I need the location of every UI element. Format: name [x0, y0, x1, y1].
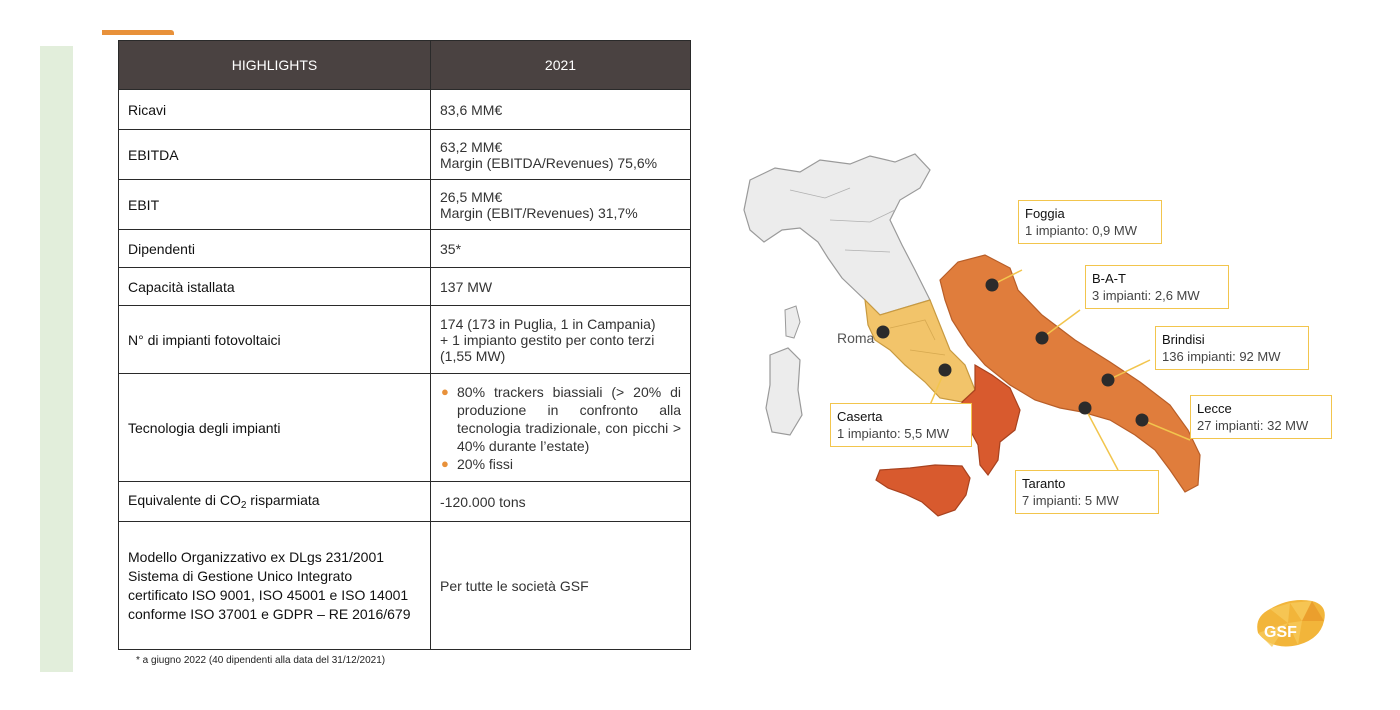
sicily-island: [876, 465, 970, 516]
callout-foggia: [1018, 200, 1162, 244]
row-value: -120.000 tons: [431, 482, 691, 522]
value-line: 174 (173 in Puglia, 1 in Campania): [440, 315, 656, 332]
roma-dot: [877, 326, 890, 339]
value-line: Margin (EBITDA/Revenues) 75,6%: [440, 154, 658, 171]
foggia-dot: [986, 279, 999, 292]
label-part: Equivalente di CO: [128, 492, 241, 508]
highlights-table: [118, 40, 691, 650]
callout-detail: 7 impianti: 5 MW: [1022, 493, 1119, 508]
list-item-text: 20% fissi: [457, 455, 514, 472]
callout-lecce: [1190, 395, 1332, 439]
value-line: 63,2 MM€: [440, 138, 503, 155]
callout-taranto: [1015, 470, 1159, 514]
list-item-text: 80% trackers biassiali (> 20% di produzione in confronto alla tecnologia tradizionale, con picchi > 40% durante l’estate): [457, 383, 681, 454]
value-line: + 1 impianto gestito per conto terzi (1,55 MW): [440, 331, 655, 364]
row-label: Dipendenti: [119, 230, 431, 268]
footnote: * a giugno 2022 (40 dipendenti alla data del 31/12/2021): [136, 655, 386, 666]
callout-detail: 1 impianto: 5,5 MW: [837, 426, 949, 441]
callout-title: B-A-T: [1092, 271, 1126, 286]
side-decoration-bar: [40, 46, 73, 672]
value-line: 26,5 MM€: [440, 188, 503, 205]
lecce-dot: [1136, 414, 1149, 427]
label-part: risparmiata: [246, 492, 320, 508]
caserta-dot: [939, 364, 952, 377]
row-value: [431, 306, 691, 374]
list-item: [440, 455, 681, 473]
row-value: [431, 180, 691, 230]
callout-brindisi: [1155, 326, 1309, 370]
callout-detail: 3 impianti: 2,6 MW: [1092, 288, 1200, 303]
value-line: Margin (EBIT/Revenues) 31,7%: [440, 204, 638, 221]
row-value: [431, 130, 691, 180]
north-italy-region: [744, 154, 930, 315]
row-value: Per tutte le società GSF: [431, 522, 691, 650]
logo-text: GSF: [1264, 624, 1297, 641]
gsf-logo: [1250, 595, 1330, 650]
row-value: 137 MW: [431, 268, 691, 306]
table-row: [119, 482, 691, 522]
row-label: EBIT: [119, 180, 431, 230]
label-subscript: 2: [240, 500, 247, 511]
label-line: Modello Organizzativo ex DLgs 231/2001: [128, 548, 385, 565]
row-label: N° di impianti fotovoltaici: [119, 306, 431, 374]
row-label: [119, 522, 431, 650]
brindisi-dot: [1102, 374, 1115, 387]
roma-label: Roma: [837, 330, 875, 346]
header-highlights: HIGHLIGHTS: [119, 41, 431, 90]
table-row: [119, 306, 691, 374]
callout-detail: 136 impianti: 92 MW: [1162, 349, 1281, 364]
row-label: EBITDA: [119, 130, 431, 180]
callout-title: Foggia: [1025, 206, 1065, 221]
corsica-island: [785, 306, 800, 338]
bullet-icon: ●: [441, 455, 449, 471]
row-label: Ricavi: [119, 90, 431, 130]
taranto-dot: [1079, 402, 1092, 415]
technology-list: [440, 383, 681, 473]
label-line: Sistema di Gestione Unico Integrato: [128, 567, 353, 584]
list-item: [440, 383, 681, 455]
bat-dot: [1036, 332, 1049, 345]
table-row: [119, 130, 691, 180]
table-row: [119, 268, 691, 306]
callout-detail: 1 impianto: 0,9 MW: [1025, 223, 1137, 238]
sardinia-island: [766, 348, 802, 435]
callout-title: Lecce: [1197, 401, 1232, 416]
label-line: certificato ISO 9001, ISO 45001 e ISO 14001: [128, 586, 409, 603]
callout-bat: [1085, 265, 1229, 309]
callout-title: Caserta: [837, 409, 883, 424]
row-label: Capacità istallata: [119, 268, 431, 306]
table-row: [119, 522, 691, 650]
table-row: [119, 180, 691, 230]
row-label: [119, 482, 431, 522]
header-year: 2021: [431, 41, 691, 90]
callout-caserta: [830, 403, 972, 447]
callout-detail: 27 impianti: 32 MW: [1197, 418, 1309, 433]
callout-title: Brindisi: [1162, 332, 1205, 347]
row-value: 83,6 MM€: [431, 90, 691, 130]
table-row: [119, 230, 691, 268]
table-header-row: [119, 41, 691, 90]
accent-line: [102, 30, 174, 35]
table-row: [119, 374, 691, 482]
table-row: [119, 90, 691, 130]
label-line: conforme ISO 37001 e GDPR – RE 2016/679: [128, 605, 411, 622]
callout-title: Taranto: [1022, 476, 1066, 491]
row-value: 35*: [431, 230, 691, 268]
bullet-icon: ●: [441, 383, 449, 399]
row-label: Tecnologia degli impianti: [119, 374, 431, 482]
row-value: [431, 374, 691, 482]
